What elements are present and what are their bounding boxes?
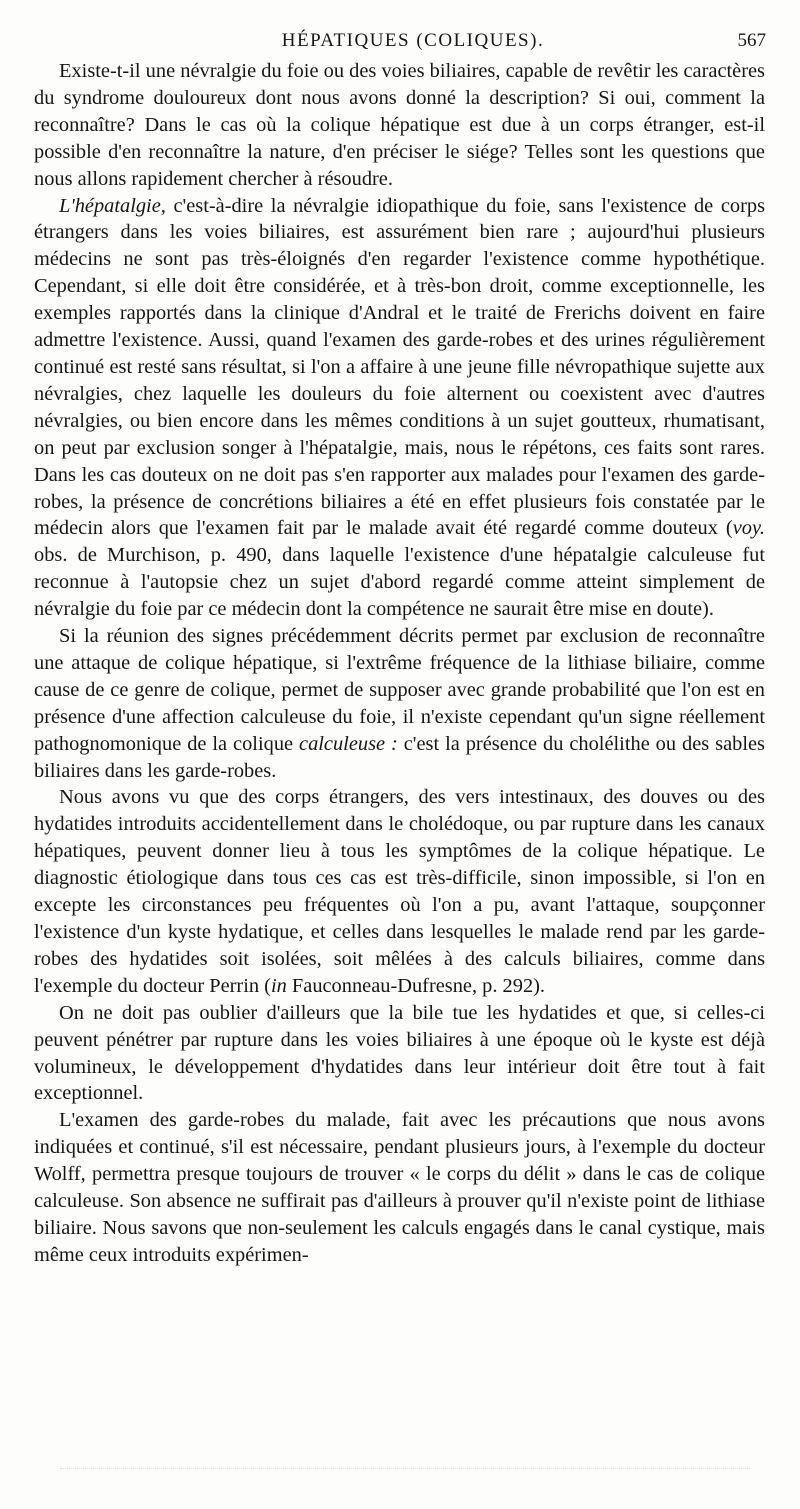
paragraph-text: On ne doit pas oublier d'ailleurs que la bile tue les hydatides et que, si celles-ci peuvent pénétrer par rupture dans les voies biliaires à une époque où le kyste est déjà volumineux, le développement d'hydatides dans leur intérieur doit être tout à fait exceptionnel. [34,1001,765,1105]
paragraph-intro [34,58,765,193]
paragraph-text: Si la réunion des signes précédemment décrits permet par exclusion de reconnaître une attaque de colique hépatique, si l'extrême fréquence de la lithiase biliaire, comme cause de ce genre de colique, permet de supposer avec grande probabilité que l'on est en présence d'une affection calculeuse du foie, il n'existe cependant qu'un signe réellement pathognomonique de la colique [34,625,765,755]
paragraph-bile [34,1000,765,1108]
paragraph-examen [34,1107,765,1268]
paragraph-text: Nous avons vu que des corps étrangers, des vers intestinaux, des douves ou des hydatides introduits accidentellement dans le cholédoque, ou par rupture dans les canaux hépatiques, peuvent donner lieu à tous les symptômes de la colique hépatique. Le diagnostic étiologique dans tous ces cas est très-difficile, sinon impossible, si l'on en excepte les circonstances peu fréquentes où l'on a pu, avant l'attaque, soupçonner l'existence d'un kyste hydatique, et celles dans lesquelles le malade rend par les garde-robes des hydatides soit isolées, soit mêlées à des calculs biliaires, comme dans l'exemple du docteur Perrin ( [34,786,765,997]
paragraph-text: c'est la présence du cholélithe ou des sables biliaires dans les garde-robes. [34,732,765,782]
paragraph-text: Existe-t-il une névralgie du foie ou des voies biliaires, capable de revêtir les caractères du syndrome douloureux dont nous avons donné la description? Si oui, comment la reconnaître? Dans le cas où la colique hépatique est due à un corps étranger, est-il possible d'en reconnaître la nature, d'en préciser le siége? Telles sont les questions que nous allons rapidement chercher à résoudre. [34,60,765,190]
paragraph-hepatalgie [34,193,765,624]
italic-term: voy. [732,517,765,540]
italic-term: in [270,974,287,997]
paragraph-corps-etrangers [34,784,765,999]
running-title: HÉPATIQUES (COLIQUES). [281,30,545,51]
paragraph-text: Fauconneau-Dufresne, p. 292). [286,974,546,997]
paragraph-signes [34,623,765,784]
paragraph-text: , c'est-à-dire la névralgie idiopathique du foie, sans l'existence de corps étrangers dans les voies biliaires, est assurément bien rare ; aujourd'hui plusieurs médecins ne sont pas très-éloignés d'en regarder l'existence comme hypothétique. Cependant, si elle doit être considérée, et à très-bon droit, comme exceptionnelle, les exemples rapportés dans la clinique d'Andral et le traité de Frerichs doivent en faire admettre l'existence. Aussi, quand l'examen des garde-robes et des urines régulièrement continué est resté sans résultat, si l'on a affaire à une jeune fille névropathique sujette aux névralgies, chez laquelle les douleurs du foie alternent ou coexistent avec d'autres névralgies, ou bien encore dans les mêmes conditions à un sujet goutteux, rhumatisant, on peut par exclusion songer à l'hépatalgie, mais, nous le répétons, ces faits sont rares. Dans les cas douteux on ne doit pas s'en rapporter aux malades pour l'examen des garde-robes, la présence de concrétions biliaires a été en effet plusieurs fois constatée par le médecin alors que l'examen fait par le malade avait été regardé comme douteux ( [34,194,765,540]
page-number: 567 [737,30,766,51]
body-text [34,58,765,1269]
paragraph-text: L'examen des garde-robes du malade, fait avec les précautions que nous avons indiquées et continué, s'il est nécessaire, pendant plusieurs jours, à l'exemple du docteur Wolff, permettra presque toujours de trouver « le corps du délit » dans le cas de colique calculeuse. Son absence ne suffirait pas d'ailleurs à prouver qu'il n'existe point de lithiase biliaire. Nous savons que non-seulement les calculs engagés dans le canal cystique, mais même ceux introduits expérimen- [34,1109,765,1266]
running-head [60,22,766,52]
italic-term: L'hépatalgie [59,194,161,217]
paragraph-text: obs. de Murchison, p. 490, dans laquelle l'existence d'une hépatalgie calculeuse fut reconnue à l'autopsie chez un sujet d'abord regardé comme atteint simplement de névralgie du foie par ce médecin dont la compétence ne saurait être mise en doute). [34,544,765,621]
italic-term: calculeuse : [299,732,398,755]
scan-noise [60,1468,750,1473]
